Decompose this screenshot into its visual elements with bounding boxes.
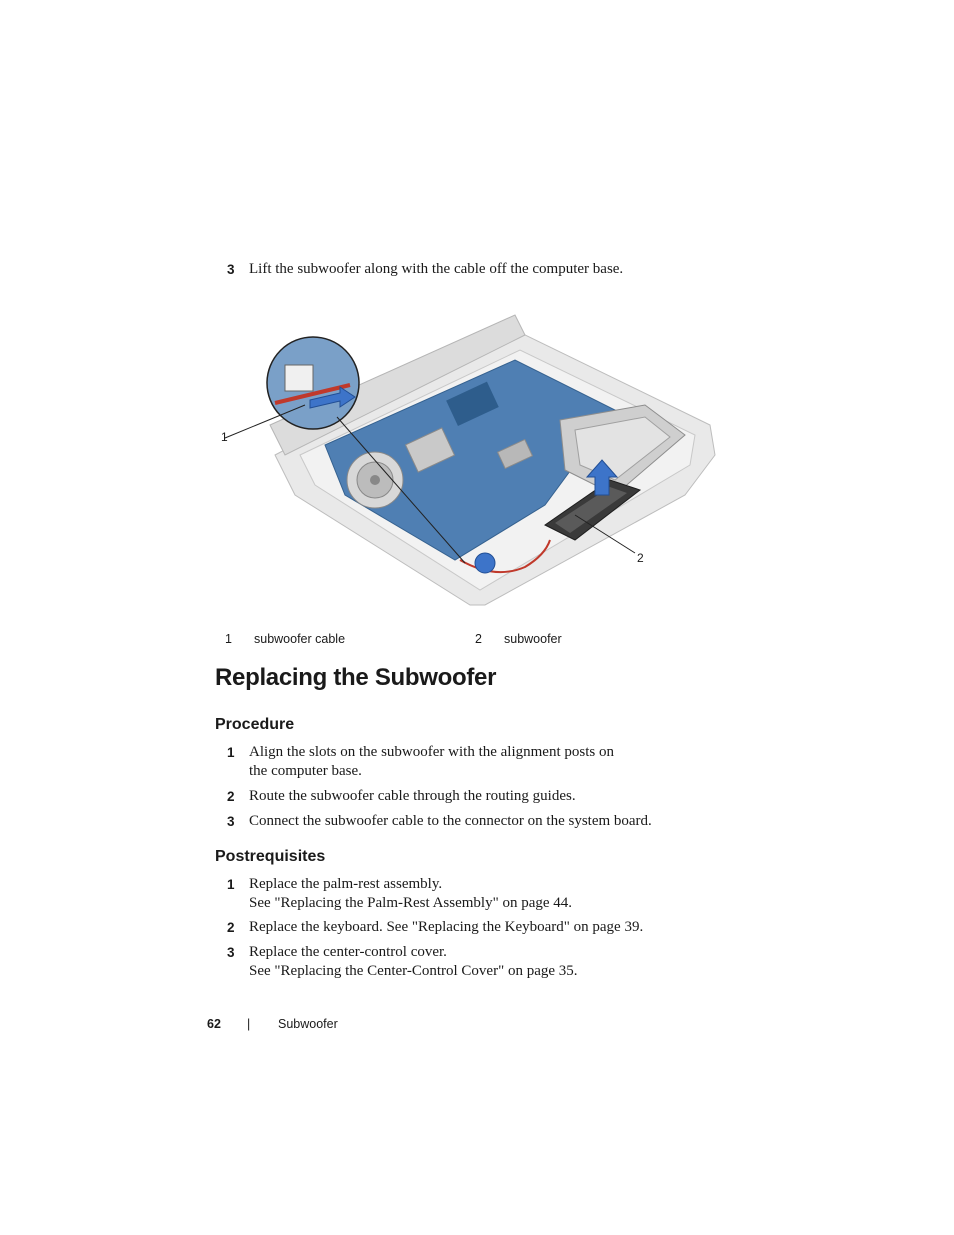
step-number: 3 (227, 814, 235, 829)
step-number: 2 (227, 920, 235, 935)
legend-number: 1 (225, 632, 232, 646)
callout-1: 1 (221, 430, 228, 444)
callout-2: 2 (637, 551, 644, 565)
step-text: Align the slots on the subwoofer with the alignment posts on (249, 744, 614, 760)
postrequisites-heading: Postrequisites (215, 848, 326, 865)
step-number: 1 (227, 745, 235, 760)
legend-label: subwoofer (504, 632, 562, 646)
step-number: 1 (227, 877, 235, 892)
footer-separator: | (247, 1017, 251, 1031)
section-title: Replacing the Subwoofer (215, 664, 497, 691)
step-text: Route the subwoofer cable through the routing guides. (249, 788, 576, 804)
procedure-heading: Procedure (215, 716, 295, 733)
step-cross-reference: See "Replacing the Palm-Rest Assembly" on page 44. (249, 895, 573, 911)
step-text: Connect the subwoofer cable to the connector on the system board. (249, 813, 652, 829)
step-text: Replace the palm-rest assembly. (249, 876, 443, 892)
step-text-continued: the computer base. (249, 763, 362, 779)
step-text: Replace the center-control cover. (249, 944, 447, 960)
step-number: 3 (227, 945, 235, 960)
step-number: 3 (227, 262, 235, 277)
legend-label: subwoofer cable (254, 632, 346, 646)
footer-chapter: Subwoofer (278, 1017, 338, 1031)
step-text: Lift the subwoofer along with the cable off the computer base. (249, 261, 624, 277)
step-text: Replace the keyboard. See "Replacing the Keyboard" on page 39. (249, 919, 644, 935)
subwoofer-removal-illustration (215, 305, 725, 615)
page-number: 62 (207, 1017, 221, 1031)
step-cross-reference: See "Replacing the Center-Control Cover" on page 35. (249, 963, 578, 979)
legend-number: 2 (475, 632, 482, 646)
step-number: 2 (227, 789, 235, 804)
